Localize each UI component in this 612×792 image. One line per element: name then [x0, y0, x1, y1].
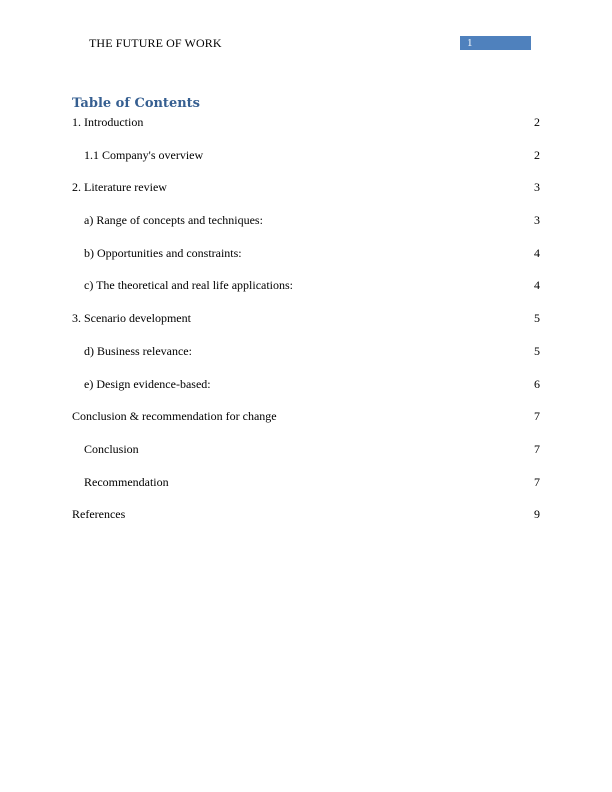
- toc-entry-page: 5: [534, 343, 540, 358]
- toc-entry-label: 2. Literature review: [72, 180, 167, 195]
- page-number-badge: [460, 36, 531, 50]
- toc-entry-label: Conclusion & recommendation for change: [72, 409, 277, 424]
- toc-entry-page: 3: [534, 213, 540, 228]
- toc-entry-label: e) Design evidence-based:: [84, 376, 211, 391]
- running-header-title: THE FUTURE OF WORK: [89, 36, 222, 50]
- toc-entry-label: Conclusion: [84, 441, 139, 456]
- toc-entry-page: 4: [534, 278, 540, 293]
- toc-entry-page: 7: [534, 474, 540, 489]
- toc-entry-recommendation[interactable]: [72, 474, 540, 507]
- toc-entry-theoretical-applications[interactable]: [72, 277, 540, 310]
- toc-entry-introduction[interactable]: [72, 114, 540, 147]
- toc-entry-label: a) Range of concepts and techniques:: [84, 213, 263, 228]
- toc-entry-label: References: [72, 507, 126, 522]
- toc-entry-page: 4: [534, 245, 540, 260]
- page-number: 1: [467, 37, 473, 49]
- toc-entry-business-relevance[interactable]: [72, 343, 540, 376]
- toc-entry-scenario-development[interactable]: [72, 310, 540, 343]
- toc-entry-references[interactable]: [72, 506, 540, 539]
- toc-heading: Table of Contents: [72, 96, 200, 111]
- toc-entry-page: 3: [534, 180, 540, 195]
- toc-entry-page: 2: [534, 147, 540, 162]
- toc-entry-design-evidence-based[interactable]: [72, 376, 540, 409]
- toc-entry-page: 5: [534, 311, 540, 326]
- toc-entry-label: b) Opportunities and constraints:: [84, 245, 242, 260]
- toc-entry-opportunities-constraints[interactable]: [72, 245, 540, 278]
- toc-entry-conclusion-recommendation[interactable]: [72, 408, 540, 441]
- toc-entry-label: Recommendation: [84, 474, 169, 489]
- toc-entry-page: 7: [534, 441, 540, 456]
- toc-entry-page: 7: [534, 409, 540, 424]
- toc-entry-page: 2: [534, 115, 540, 129]
- toc-list: [72, 114, 540, 539]
- toc-entry-literature-review[interactable]: [72, 179, 540, 212]
- toc-entry-conclusion[interactable]: [72, 441, 540, 474]
- toc-entry-range-of-concepts[interactable]: [72, 212, 540, 245]
- toc-entry-label: d) Business relevance:: [84, 343, 192, 358]
- toc-entry-page: 9: [534, 507, 540, 522]
- toc-entry-company-overview[interactable]: [72, 147, 540, 180]
- toc-entry-label: c) The theoretical and real life applications:: [84, 278, 294, 293]
- toc-entry-label: 3. Scenario development: [72, 311, 191, 326]
- toc-entry-label: 1.1 Company's overview: [84, 147, 204, 162]
- toc-entry-page: 6: [534, 376, 540, 391]
- toc-entry-label: 1. Introduction: [72, 115, 144, 129]
